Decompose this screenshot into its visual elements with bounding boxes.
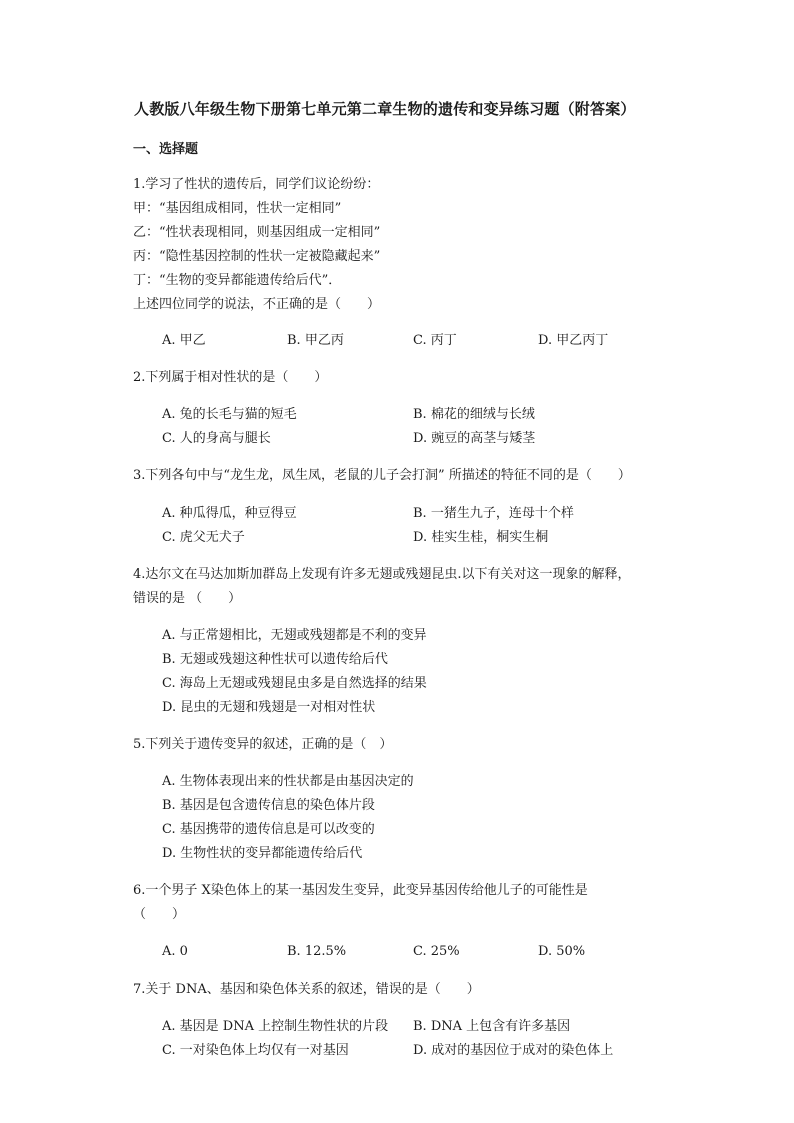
q3-option-d: D. 桂实生桂，桐实生桐 bbox=[413, 530, 549, 545]
q6-option-b: B. 12.5% bbox=[287, 944, 347, 959]
q7-option-a: A. 基因是 DNA 上控制生物性状的片段 bbox=[162, 1019, 389, 1034]
question-6-stem-line-2: （ ） bbox=[133, 907, 186, 922]
q3-option-b: B. 一猪生九子，连母十个样 bbox=[413, 506, 574, 521]
q1-option-c: C. 丙丁 bbox=[413, 333, 457, 348]
question-2-stem: 2.下列属于相对性状的是（ ） bbox=[133, 370, 328, 385]
question-3-stem: 3.下列各句中与“龙生龙，凤生凤，老鼠的儿子会打洞” 所描述的特征不同的是（ ） bbox=[133, 468, 631, 483]
question-1-statement-ding: 丁：“生物的变异都能遗传给后代”． bbox=[133, 273, 342, 288]
section-heading: 一、选择题 bbox=[133, 142, 199, 157]
question-7 bbox=[133, 978, 673, 1002]
q6-option-c: C. 25% bbox=[413, 944, 460, 959]
q2-option-b: B. 棉花的细绒与长绒 bbox=[413, 407, 535, 422]
question-4 bbox=[133, 563, 673, 611]
q6-option-d: D. 50% bbox=[538, 944, 586, 959]
q5-option-d: D. 生物性状的变异都能遗传给后代 bbox=[162, 846, 363, 861]
question-1-statement-jia: 甲：“基因组成相同，性状一定相同” bbox=[133, 201, 342, 216]
q6-option-a: A. 0 bbox=[162, 944, 188, 959]
question-1-statement-yi: 乙：“性状表现相同，则基因组成一定相同” bbox=[133, 225, 381, 240]
q1-option-d: D. 甲乙丙丁 bbox=[538, 333, 609, 348]
q5-option-b: B. 基因是包含遗传信息的染色体片段 bbox=[162, 798, 375, 813]
q3-option-c: C. 虎父无犬子 bbox=[162, 530, 245, 545]
question-5-stem: 5.下列关于遗传变异的叙述，正确的是（ ） bbox=[133, 737, 393, 752]
q2-option-a: A. 兔的长毛与猫的短毛 bbox=[162, 407, 297, 422]
q7-option-c: C. 一对染色体上均仅有一对基因 bbox=[162, 1043, 349, 1058]
q4-option-a: A. 与正常翅相比，无翅或残翅都是不利的变异 bbox=[162, 628, 427, 643]
question-7-stem: 7.关于 DNA、基因和染色体关系的叙述，错误的是（ ） bbox=[133, 982, 480, 997]
question-2 bbox=[133, 366, 673, 390]
question-6 bbox=[133, 879, 673, 927]
q1-option-a: A. 甲乙 bbox=[162, 333, 206, 348]
q4-option-c: C. 海岛上无翅或残翅昆虫多是自然选择的结果 bbox=[162, 676, 427, 691]
q1-option-b: B. 甲乙丙 bbox=[287, 333, 344, 348]
question-3 bbox=[133, 464, 673, 488]
document-title: 人教版八年级生物下册第七单元第二章生物的遗传和变异练习题（附答案） bbox=[134, 100, 636, 118]
q7-option-b: B. DNA 上包含有许多基因 bbox=[413, 1019, 571, 1034]
q3-option-a: A. 种瓜得瓜，种豆得豆 bbox=[162, 506, 297, 521]
question-1-prompt: 上述四位同学的说法，不正确的是（ ） bbox=[133, 297, 381, 312]
question-5 bbox=[133, 733, 673, 757]
question-1-stem: 1.学习了性状的遗传后，同学们议论纷纷： bbox=[133, 177, 380, 192]
q5-option-a: A. 生物体表现出来的性状都是由基因决定的 bbox=[162, 774, 414, 789]
question-1 bbox=[133, 173, 673, 317]
q5-option-c: C. 基因携带的遗传信息是可以改变的 bbox=[162, 822, 375, 837]
q7-option-d: D. 成对的基因位于成对的染色体上 bbox=[413, 1043, 614, 1058]
question-1-statement-bing: 丙：“隐性基因控制的性状一定被隐藏起来” bbox=[133, 249, 381, 264]
q2-option-c: C. 人的身高与腿长 bbox=[162, 431, 271, 446]
question-6-stem-line-1: 6.一个男子 X染色体上的某一基因发生变异，此变异基因传给他儿子的可能性是 bbox=[133, 883, 588, 898]
question-4-stem-line-1: 4.达尔文在马达加斯加群岛上发现有许多无翅或残翅昆虫.以下有关对这一现象的解释， bbox=[133, 567, 631, 582]
q4-option-b: B. 无翅或残翅这种性状可以遗传给后代 bbox=[162, 652, 388, 667]
q2-option-d: D. 豌豆的高茎与矮茎 bbox=[413, 431, 536, 446]
question-4-stem-line-2: 错误的是 （ ） bbox=[133, 591, 242, 606]
q4-option-d: D. 昆虫的无翅和残翅是一对相对性状 bbox=[162, 700, 376, 715]
